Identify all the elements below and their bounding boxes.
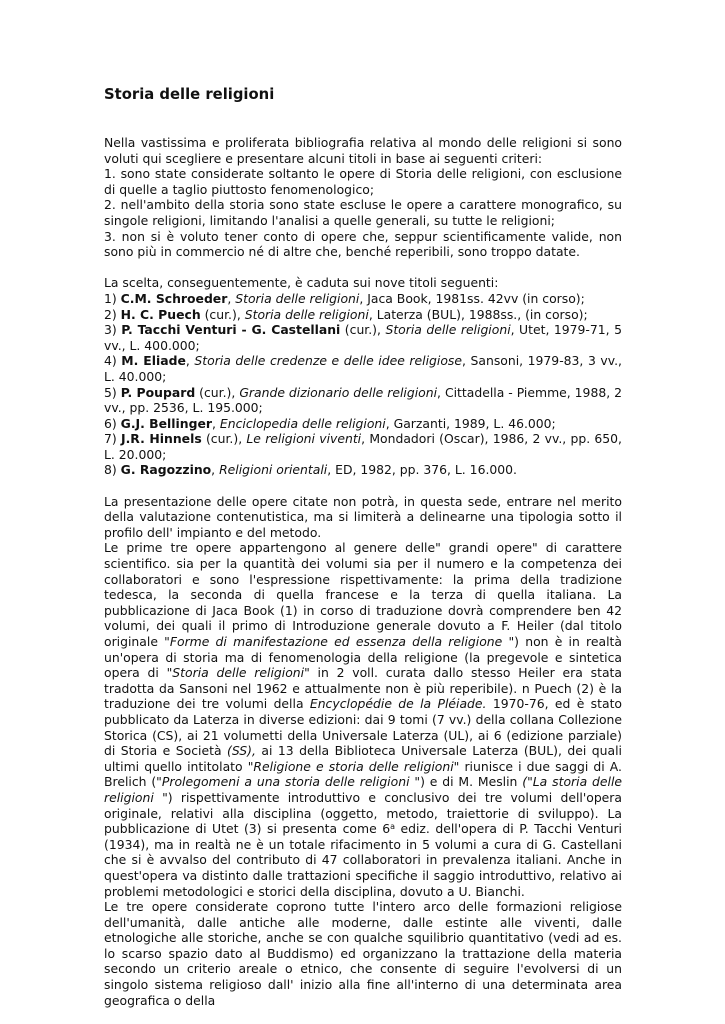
work-title: Grande dizionario delle religioni (239, 384, 438, 400)
work-number: 1) (104, 290, 117, 306)
work-role: , (227, 290, 232, 306)
work-details: , Sansoni, 1979-83, 3 vv., L. 40.000; (104, 353, 622, 384)
work-role: (cur.), (195, 384, 236, 400)
work-details: , Jaca Book, 1981ss. 42vv (in corso); (359, 290, 585, 306)
work-title: Religioni orientali (219, 462, 328, 478)
work-number: 6) (104, 415, 117, 431)
work-title: Storia delle religioni (385, 322, 511, 338)
work-details: , Laterza (BUL), 1988ss., (in corso); (368, 306, 588, 322)
coverage-paragraph: Le tre opere considerate coprono tutte l'intero arco delle formazioni religiose dell'umanità, dalle antiche alle moderne, dalle estinte alle viventi, dalle etnologiche alle storiche, anche se con qualche squilibrio quantitativo (vedi ad es. lo scarso spazio dato al Buddismo) ed organizzano la trattazione della materia secondo un criterio areale o etnico, che consente di seguire l'evolversi di un singolo sistema religioso dall' inizio alla fine all'interno di una determinata area geografica o della (104, 899, 622, 1008)
work-number: 2) (104, 306, 117, 322)
work-role: , (211, 462, 216, 478)
work-details: , Cittadella - Piemme, 1988, 2 vv., pp. 2536, L. 195.000; (104, 384, 622, 416)
work-item (104, 291, 622, 307)
work-item (104, 462, 622, 478)
work-author: P. Tacchi Venturi - G. Castellani (121, 322, 341, 338)
paragraph-spacer (104, 260, 622, 276)
work-title: Le religioni viventi (246, 431, 362, 447)
work-role: (cur.), (201, 431, 243, 447)
work-details: , Mondadori (Oscar), 1986, 2 vv., pp. 650, L. 20.000; (104, 431, 622, 462)
work-author: M. Eliade (121, 353, 186, 369)
works-list (104, 291, 622, 478)
work-number: 3) (104, 322, 117, 338)
document-body (104, 135, 622, 1008)
first-three-works-paragraph: Le prime tre opere appartengono al genere delle" grandi opere" di carattere scientifico. sia per la quantità dei volumi sia per il numero e la competenza dei collaboratori e sono l'espressione rispettivamente: la prima della tradizione tedesca, la seconda di quella francese e la terza di quella italiana. La pubblicazione di Jaca Book (1) in corso di traduzione dovrà comprendere ben 42 volumi, dei quali il primo di Introduzione generale dovuto a F. Heiler (dal titolo originale "Forme di manifestazione ed essenza della religione ") non è in realtà un'opera di storia ma di fenomenologia della religione (la pregevole e sintetica opera di "Storia delle religioni" in 2 voll. curata dallo stesso Heiler era stata tradotta da Sansoni nel 1962 e attualmente non è più reperibile). n Puech (2) è la traduzione dei tre volumi della Encyclopédie de la Pléiade. 1970-76, ed è stato pubblicato da Laterza in diverse edizioni: dai 9 tomi (7 vv.) della collana Collezione Storica (CS), ai 21 volumetti della Universale Laterza (UL), ai 6 (edizione parziale) di Storia e Società (SS), ai 13 della Biblioteca Universale Laterza (BUL), dei quali ultimi quello intitolato "Religione e storia delle religioni" riunisce i due saggi di A. Brelich ("Prolegomeni a una storia delle religioni ") e di M. Meslin ("La storia delle religioni ") rispettivamente introduttivo e conclusivo dei tre volumi dell'opera originale, relativi alla disciplina (oggetto, metodo, traiettorie di sviluppo). La pubblicazione di Utet (3) si presenta come 6$^a$ ediz. dell'opera di P. Tacchi Venturi (1934), ma in realtà ne è un totale rifacimento in 5 volumi a cura di G. Castellani che si è avvalso del contributo di 47 collaboratori in prevalenza italiani. Anche in quest'opera va distinto dalle trattazioni specifiche il saggio introduttivo, relativo ai problemi metodologici e storici della disciplina, dovuto a U. Bianchi. (104, 540, 623, 899)
work-author: C.M. Schroeder (120, 290, 228, 306)
work-details: , Utet, 1979-71, 5 vv., L. 400.000; (104, 322, 622, 353)
work-item (104, 385, 622, 416)
work-role: , (211, 415, 216, 431)
work-number: 4) (104, 353, 117, 369)
work-title: Storia delle religioni (235, 290, 360, 306)
work-item (104, 322, 622, 353)
work-author: P. Poupard (120, 384, 196, 400)
work-author: J.R. Hinnels (120, 431, 202, 447)
page-title: Storia delle religioni (104, 86, 275, 103)
work-number: 5) (104, 384, 117, 400)
work-author: G.J. Bellinger (120, 415, 212, 431)
work-item (104, 431, 622, 462)
work-number: 8) (104, 462, 117, 478)
criterion-1: 1. sono state considerate soltanto le opere di Storia delle religioni, con esclusione di quelle a taglio piuttosto fenomenologico; (104, 166, 622, 197)
work-item (104, 307, 622, 323)
work-role: (cur.), (340, 322, 381, 338)
work-details: , Garzanti, 1989, L. 46.000; (385, 415, 556, 431)
work-title: Storia delle religioni (244, 306, 369, 322)
paragraph-spacer (104, 478, 622, 494)
work-role: (cur.), (200, 306, 241, 322)
work-title: Storia delle credenze e delle idee religiose (194, 353, 462, 369)
work-number: 7) (104, 431, 117, 447)
criterion-3: 3. non si è voluto tener conto di opere che, seppur scientificamente valide, non sono più in commercio né di altre che, benché reperibili, sono troppo datate. (104, 228, 622, 260)
list-intro: La scelta, conseguentemente, è caduta sui nove titoli seguenti: (104, 275, 499, 291)
work-item (104, 353, 622, 384)
work-role: , (185, 353, 190, 369)
intro-paragraph (104, 135, 622, 166)
criterion-2: 2. nell'ambito della storia sono state escluse le opere a carattere monografico, su singole religioni, limitando l'analisi a quelle generali, su tutte le religioni; (104, 197, 622, 228)
work-title: Enciclopedia delle religioni (219, 415, 386, 431)
work-author: G. Ragozzino (120, 462, 212, 478)
work-item (104, 416, 622, 432)
work-author: H. C. Puech (120, 306, 201, 322)
presentation-paragraph: La presentazione delle opere citate non potrà, in questa sede, entrare nel merito della valutazione contenutistica, ma si limiterà a delinearne una tipologia sotto il profilo dell' impianto e del metodo. (104, 493, 622, 540)
work-details: , ED, 1982, pp. 376, L. 16.000. (327, 462, 517, 478)
intro-text: Nella vastissima e proliferata bibliografia relativa al mondo delle religioni si sono voluti qui scegliere e presentare alcuni titoli in base ai seguenti criteri: (104, 135, 622, 166)
